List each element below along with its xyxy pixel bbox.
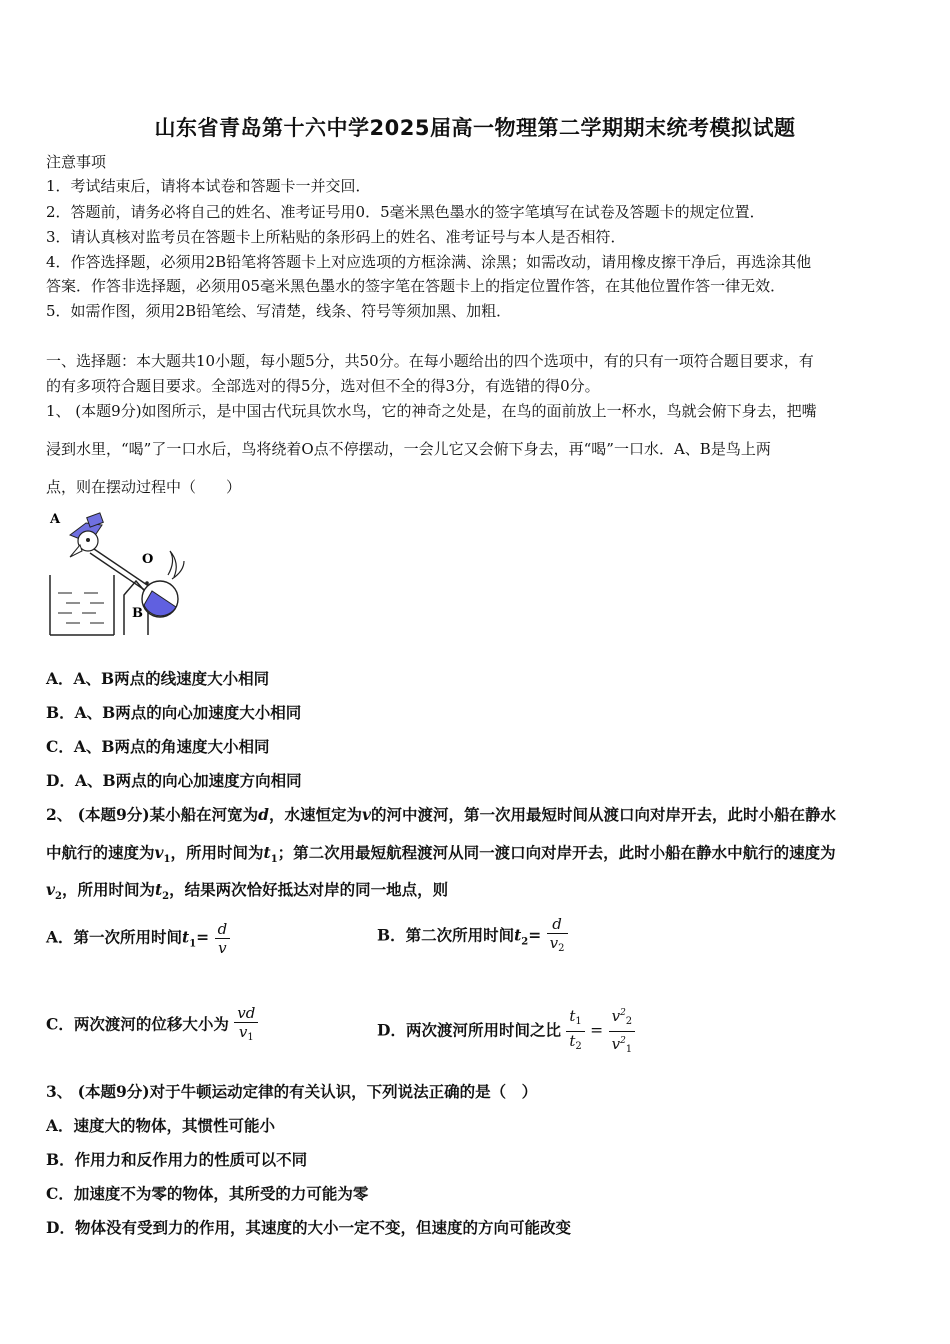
notice-item: 4．作答选择题，必须用2B铅笔将答题卡上对应选项的方框涂满、涂黑；如需改动，请用橡皮擦干净后，再选涂其他 xyxy=(46,253,812,271)
drinking-bird-figure xyxy=(44,505,194,640)
fraction: $\frac{v^2_2}{v^2_1}$ xyxy=(609,1004,636,1059)
q1-stem: 浸到水里，“喝”了一口水后，鸟将绕着O点不停摆动，一会儿它又会俯下身去，再“喝”一口水．A、B是鸟上两 xyxy=(46,440,771,458)
figure-label-o: O xyxy=(142,552,154,567)
notice-item: 1．考试结束后，请将本试卷和答题卡一并交回． xyxy=(46,177,371,195)
fraction: $\frac{d}{v}$ xyxy=(215,920,231,957)
q1-option-d[interactable]: D．A、B两点的向心加速度方向相同 xyxy=(46,771,302,790)
q2-option-d[interactable]: D．两次渡河所用时间之比 $\frac{t_1}{t_2}$ = $\frac{v^2_2}{v^2_1}$ xyxy=(377,1004,635,1059)
q2-stem-line2: 中航行的速度为$v_1$，所用时间为$t_1$；第二次用最短航程渡河从同一渡口向对岸开去，此时小船在静水中航行的速度为 xyxy=(46,843,836,866)
fraction: $\frac{vd}{v_1}$ xyxy=(234,1004,258,1047)
fraction: $\frac{d}{v_2}$ xyxy=(547,915,568,958)
page-title: 山东省青岛第十六中学2025届高一物理第二学期期末统考模拟试题 xyxy=(154,116,796,140)
q3-option-c[interactable]: C．加速度不为零的物体，其所受的力可能为零 xyxy=(46,1184,369,1203)
q2-stem-line3: $v_2$，所用时间为$t_2$，结果两次恰好抵达对岸的同一地点，则 xyxy=(46,880,449,903)
q3-stem: 3、 (本题9分)对于牛顿运动定律的有关认识，下列说法正确的是（ ） xyxy=(46,1082,538,1101)
q2-option-a[interactable]: A．第一次所用时间$t_1=$ $\frac{d}{v}$ xyxy=(46,920,230,957)
q3-option-a[interactable]: A．速度大的物体，其惯性可能小 xyxy=(46,1116,276,1135)
q2-option-b[interactable]: B．第二次所用时间$t_2=$ $\frac{d}{v_2}$ xyxy=(377,915,568,958)
notice-item: 3．请认真核对监考员在答题卡上所粘贴的条形码上的姓名、准考证号与本人是否相符． xyxy=(46,228,626,246)
q2-option-c[interactable]: C．两次渡河的位移大小为 $\frac{vd}{v_1}$ xyxy=(46,1004,258,1047)
q3-option-b[interactable]: B．作用力和反作用力的性质可以不同 xyxy=(46,1150,308,1169)
q1-option-c[interactable]: C．A、B两点的角速度大小相同 xyxy=(46,737,270,756)
notice-item: 答案．作答非选择题，必须用05毫米黑色墨水的签字笔在答题卡上的指定位置作答，在其他位置作答一律无效． xyxy=(46,277,786,295)
q1-stem: 1、 (本题9分)如图所示，是中国古代玩具饮水鸟，它的神奇之处是，在鸟的面前放上一杯水，鸟就会俯下身去，把嘴 xyxy=(46,402,817,420)
q1-stem: 点，则在摆动过程中（ ） xyxy=(46,478,242,496)
q1-option-a[interactable]: A．A、B两点的线速度大小相同 xyxy=(46,669,270,688)
q3-option-d[interactable]: D．物体没有受到力的作用，其速度的大小一定不变，但速度的方向可能改变 xyxy=(46,1218,571,1237)
section-intro: 一、选择题：本大题共10小题，每小题5分，共50分。在每小题给出的四个选项中，有的只有一项符合题目要求，有 xyxy=(46,352,814,370)
figure-label-a: A xyxy=(50,512,61,527)
notice-item: 2．答题前，请务必将自己的姓名、准考证号用0．5毫米黑色墨水的签字笔填写在试卷及答题卡的规定位置． xyxy=(46,203,765,221)
q1-option-b[interactable]: B．A、B两点的向心加速度大小相同 xyxy=(46,703,302,722)
notice-heading: 注意事项 xyxy=(46,153,107,171)
notice-item: 5．如需作图，须用2B铅笔绘、写清楚，线条、符号等须加黑、加粗． xyxy=(46,302,512,320)
fraction: $\frac{t_1}{t_2}$ xyxy=(566,1007,584,1056)
q2-stem-line1: 2、 (本题9分)某小船在河宽为d，水速恒定为v的河中渡河，第一次用最短时间从渡口向对岸开去，此时小船在静水 xyxy=(46,805,837,824)
section-intro: 的有多项符合题目要求。全部选对的得5分，选对但不全的得3分，有选错的得0分。 xyxy=(46,377,600,395)
figure-label-b: B xyxy=(132,606,143,621)
